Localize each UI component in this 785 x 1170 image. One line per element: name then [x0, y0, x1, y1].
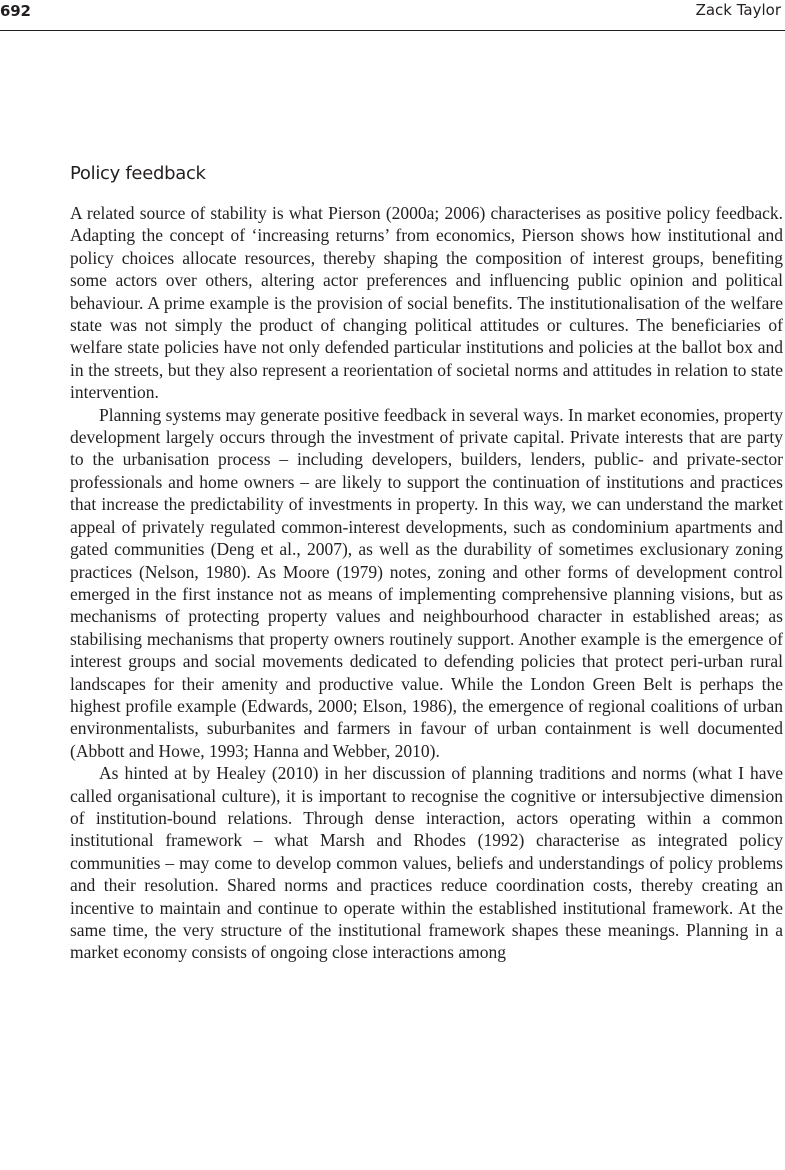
running-head	[0, 0, 785, 31]
paragraph: A related source of stability is what Pierson (2000a; 2006) characterises as positive policy feedback. Adapting the concept of ‘increasing returns’ from economics, Pierson shows how institutional and policy choices allocate resources, thereby shaping the composition of interest groups, benefiting some actors over others, altering actor preferences and influencing public opinion and political behaviour. A prime example is the provision of social benefits. The institutionalisation of the welfare state was not simply the product of changing political attitudes or cultures. The beneficiaries of welfare state policies have not only defended particular institutions and policies at the ballot box and in the streets, but they also represent a reorientation of societal norms and attitudes in relation to state intervention.	[70, 203, 783, 403]
paragraph: As hinted at by Healey (2010) in her discussion of planning traditions and norms (what I have called organisational culture), it is important to recognise the cognitive or intersubjective dimension of institution-bound relations. Through dense interaction, actors operating within a common institutional framework – what Marsh and Rhodes (1992) characterise as integrated policy communities – may come to develop common values, beliefs and understandings of policy problems and their resolution. Shared norms and practices reduce coordination costs, thereby creating an incentive to maintain and continue to operate within the established institutional framework. At the same time, the very structure of the institutional framework shapes these meanings. Planning in a market economy consists of ongoing close interactions among	[70, 763, 783, 963]
page-number: 692	[0, 2, 31, 20]
body-text	[70, 202, 783, 964]
paragraph: Planning systems may generate positive feedback in several ways. In market economies, property development largely occurs through the investment of private capital. Private interests that are party to the urbanisation process – including developers, builders, lenders, public- and private-sector professionals and home owners – are likely to support the continuation of institutions and practices that increase the predictability of investments in property. In this way, we can understand the market appeal of privately regulated common-interest developments, such as condominium apartments and gated communities (Deng et al., 2007), as well as the durability of sometimes exclusionary zoning practices (Nelson, 1980). As Moore (1979) notes, zoning and other forms of development control emerged in the first instance not as means of implementing comprehensive planning visions, but as mechanisms of protecting property values and neighbourhood character in established areas; as stabilising mechanisms that property owners routinely support. Another example is the emergence of interest groups and social movements dedicated to defending policies that protect peri-urban rural landscapes for their amenity and productive value. While the London Green Belt is perhaps the highest profile example (Edwards, 2000; Elson, 1986), the emergence of regional coalitions of urban environmentalists, suburbanites and farmers in favour of urban containment is well documented (Abbott and Howe, 1993; Hanna and Webber, 2010).	[70, 404, 783, 761]
section-heading: Policy feedback	[70, 163, 206, 184]
running-author: Zack Taylor	[695, 1, 781, 19]
